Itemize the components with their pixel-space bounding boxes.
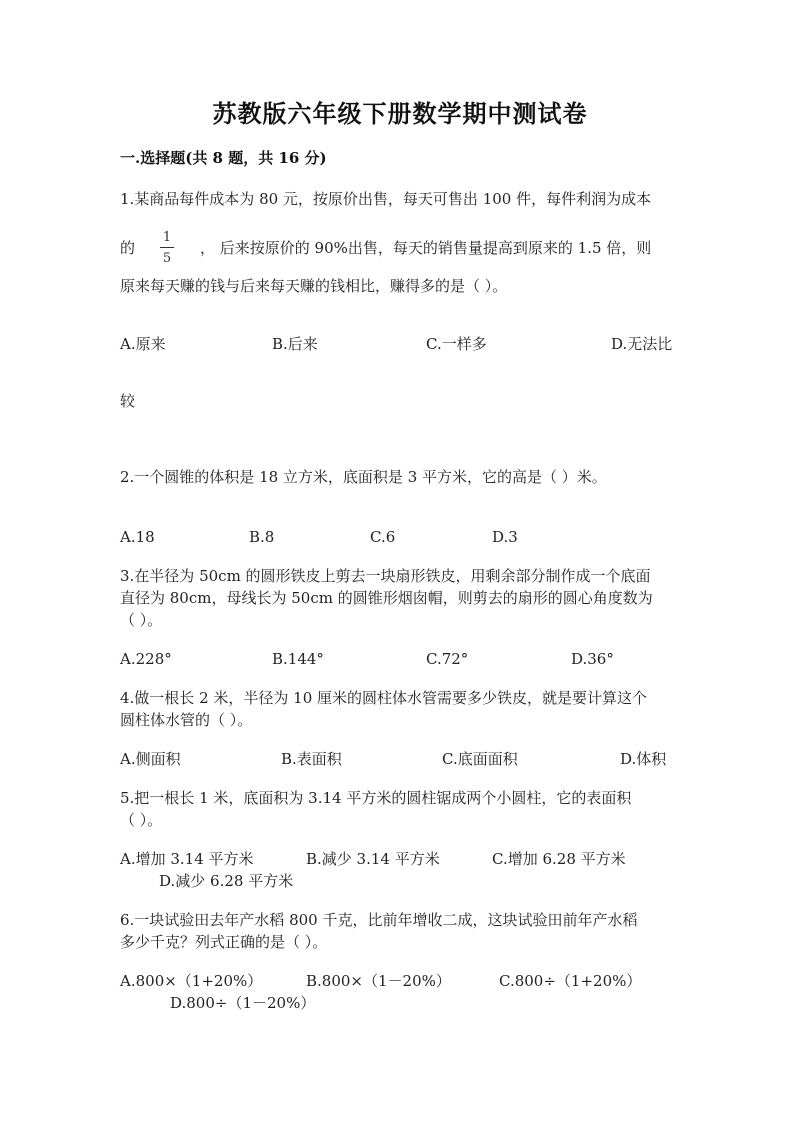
section-heading: 一.选择题(共 8 题，共 16 分): [120, 149, 327, 167]
option-d: D.800÷（1－20%）: [170, 994, 316, 1012]
fraction-bar: [160, 247, 174, 248]
option-d: D.体积: [620, 750, 667, 768]
option-b: B.144°: [272, 650, 324, 668]
option-c: C.6: [370, 528, 396, 546]
page-title: 苏教版六年级下册数学期中测试卷: [212, 99, 588, 128]
option-c: C.一样多: [426, 335, 487, 353]
question-text-line: 4.做一根长 2 米，半径为 10 厘米的圆柱体水管需要多少铁皮，就是要计算这个: [120, 689, 648, 707]
option-a: A.侧面积: [120, 750, 181, 768]
option-a: A.18: [120, 528, 155, 546]
question-text-line: 多少千克？列式正确的是（ ）。: [120, 933, 328, 951]
option-b: B.表面积: [281, 750, 342, 768]
question-text-line: （ ）。: [120, 611, 163, 629]
option-a: A.增加 3.14 平方米: [120, 850, 254, 868]
option-b: B.减少 3.14 平方米: [306, 850, 440, 868]
question-text-line: 6.一块试验田去年产水稻 800 千克，比前年增收二成，这块试验田前年产水稻: [120, 911, 638, 929]
option-b: B.8: [249, 528, 275, 546]
option-b: B.后来: [272, 335, 318, 353]
option-a: A.原来: [120, 335, 166, 353]
option-b: B.800×（1－20%）: [306, 972, 451, 990]
option-d: D.无法比: [611, 335, 673, 353]
question-text-line: 圆柱体水管的（ ）。: [120, 711, 253, 729]
question-text-line: 直径为 80cm，母线长为 50cm 的圆锥形烟囱帽，则剪去的扇形的圆心角度数为: [120, 589, 653, 607]
question-text-line: 1.某商品每件成本为 80 元，按原价出售，每天可售出 100 件，每件利润为成本: [120, 190, 652, 208]
question-text-line: （ ）。: [120, 811, 163, 829]
question-text-line: 5.把一根长 1 米，底面积为 3.14 平方米的圆柱锯成两个小圆柱，它的表面积: [120, 789, 632, 807]
option-d: D.36°: [571, 650, 614, 668]
option-d-wrap: 较: [120, 392, 136, 410]
question-text-line: 原来每天赚的钱与后来每天赚的钱相比，赚得多的是（ ）。: [120, 277, 508, 295]
question-text-line: ， 后来按原价的 90%出售，每天的销售量提高到原来的 1.5 倍，则: [200, 239, 652, 257]
fraction: [157, 229, 177, 267]
option-c: C.800÷（1+20%）: [499, 972, 642, 990]
option-c: C.底面面积: [442, 750, 518, 768]
option-a: A.800×（1+20%）: [120, 972, 263, 990]
option-c: C.72°: [426, 650, 469, 668]
option-c: C.增加 6.28 平方米: [492, 850, 626, 868]
question-text-line: 3.在半径为 50cm 的圆形铁皮上剪去一块扇形铁皮，用剩余部分制作成一个底面: [120, 567, 651, 585]
option-a: A.228°: [120, 650, 172, 668]
question-text-line: 2.一个圆锥的体积是 18 立方米，底面积是 3 平方米，它的高是（ ）米。: [120, 468, 607, 486]
question-text-line: 的: [120, 239, 136, 257]
option-d: D.减少 6.28 平方米: [159, 872, 294, 890]
fraction-denominator: 5: [162, 251, 172, 266]
option-d: D.3: [492, 528, 518, 546]
fraction-numerator: 1: [162, 230, 172, 245]
